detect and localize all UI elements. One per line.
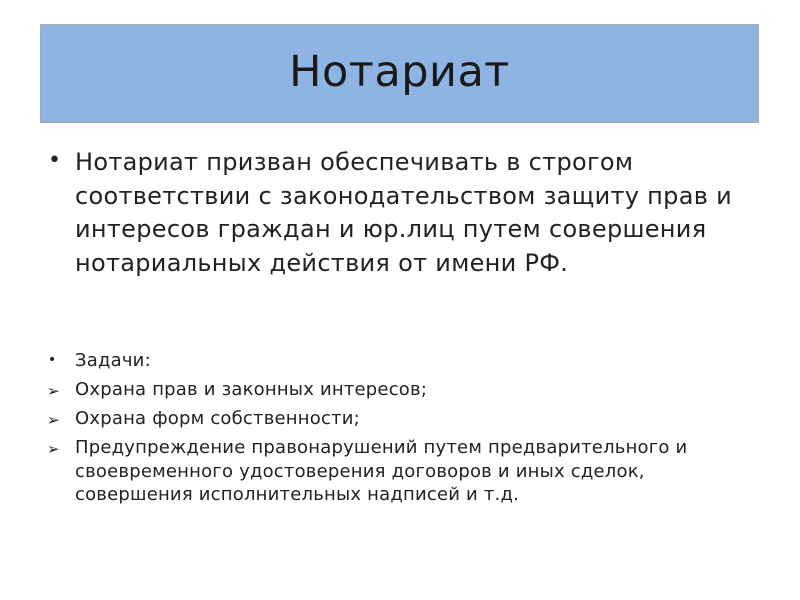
bullet-dot-icon: • (48, 148, 61, 173)
list-item-text: Нотариат призван обеспечивать в строгом соответствии с законодательством защиту прав и интересов граждан и юр.лиц путем совершения нотариальных действия от имени РФ. (75, 148, 732, 277)
list-item-text: Охрана форм собственности; (75, 408, 360, 429)
arrow-bullet-icon: ➢ (47, 382, 60, 400)
slide-title: Нотариат (289, 46, 510, 97)
list-item-text: Охрана прав и законных интересов; (75, 379, 428, 400)
bullet-dot-icon: • (48, 352, 57, 368)
arrow-bullet-icon: ➢ (47, 440, 60, 458)
list-item-text: Задачи: (75, 350, 151, 371)
arrow-bullet-icon: ➢ (47, 411, 60, 429)
list-item-text: Предупреждение правонарушений путем предварительного и своевременного удостоверения договоров и иных сделок, совершения исполнительных надписей и т.д. (75, 437, 688, 505)
